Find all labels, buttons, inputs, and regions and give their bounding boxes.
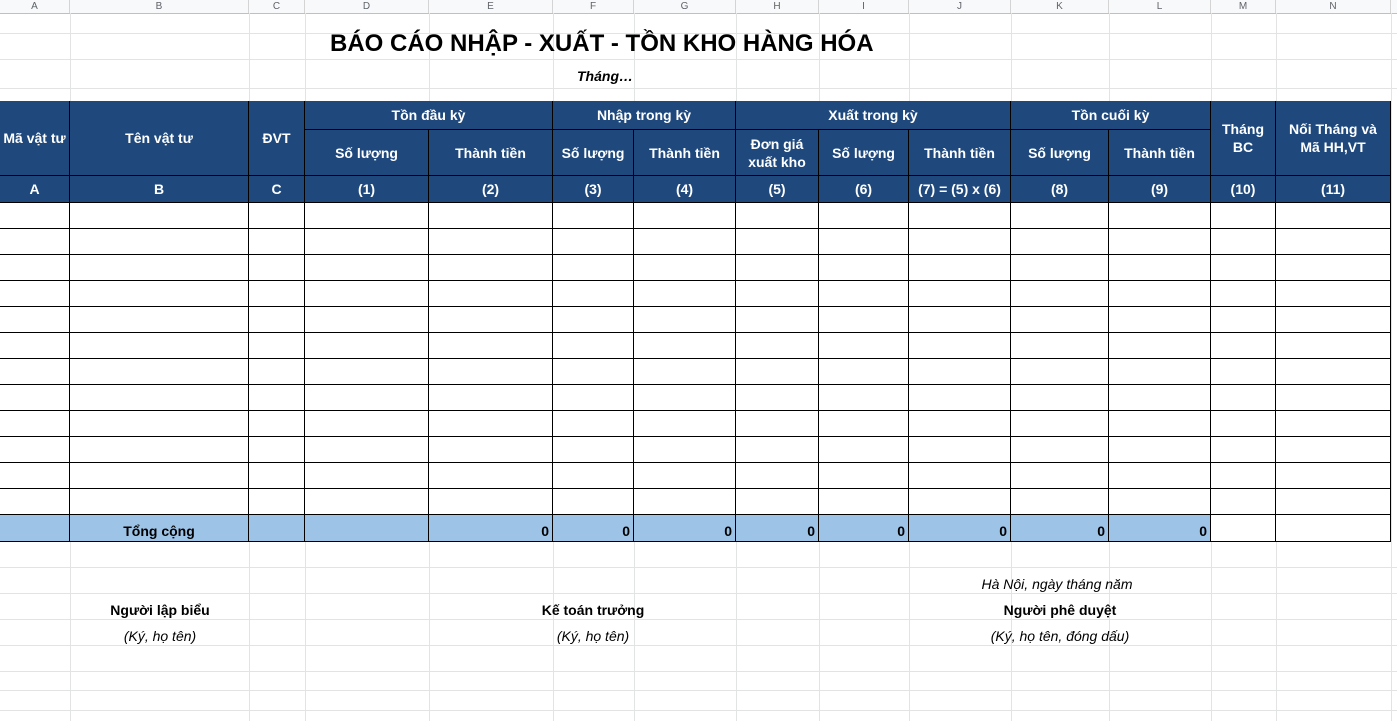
data-cell[interactable]	[0, 255, 70, 281]
data-cell[interactable]	[249, 333, 305, 359]
column-header-c[interactable]: C	[249, 0, 305, 13]
grid-vline	[1391, 13, 1392, 721]
header-so-luong-3[interactable]: Số lượng	[553, 130, 634, 176]
data-cell[interactable]	[1011, 463, 1109, 489]
approver-note: (Ký, họ tên, đóng dấu)	[990, 628, 1130, 644]
data-cell[interactable]	[909, 333, 1011, 359]
column-header-bar	[0, 0, 1397, 14]
total-cell-m[interactable]	[1211, 515, 1276, 542]
data-cell[interactable]	[819, 359, 909, 385]
data-cell[interactable]	[1276, 333, 1391, 359]
data-cell[interactable]	[553, 229, 634, 255]
data-cell[interactable]	[553, 255, 634, 281]
data-cell[interactable]	[305, 411, 429, 437]
data-cell[interactable]	[909, 489, 1011, 515]
data-cell[interactable]	[553, 489, 634, 515]
column-header-n[interactable]: N	[1276, 0, 1391, 13]
column-header-b[interactable]: B	[70, 0, 249, 13]
data-cell[interactable]	[634, 203, 736, 229]
index-cell-n[interactable]: (11)	[1276, 176, 1391, 203]
data-cell[interactable]	[0, 411, 70, 437]
data-cell[interactable]	[819, 437, 909, 463]
total-cell-k[interactable]: 0	[1011, 515, 1109, 542]
data-cell[interactable]	[736, 333, 819, 359]
data-cell[interactable]	[736, 281, 819, 307]
total-cell-g[interactable]: 0	[634, 515, 736, 542]
data-cell[interactable]	[1276, 307, 1391, 333]
data-cell[interactable]	[70, 307, 249, 333]
data-cell[interactable]	[819, 411, 909, 437]
data-cell[interactable]	[909, 411, 1011, 437]
data-cell[interactable]	[0, 385, 70, 411]
data-cell[interactable]	[1276, 255, 1391, 281]
data-cell[interactable]	[1109, 281, 1211, 307]
data-cell[interactable]	[634, 489, 736, 515]
data-cell[interactable]	[305, 489, 429, 515]
data-cell[interactable]	[0, 281, 70, 307]
index-cell-c[interactable]: C	[249, 176, 305, 203]
grid-hline	[0, 593, 1397, 594]
header-thang-bc[interactable]: Tháng BC	[1211, 101, 1276, 176]
data-cell[interactable]	[429, 281, 553, 307]
total-cell-d[interactable]	[305, 515, 429, 542]
data-cell[interactable]	[429, 203, 553, 229]
data-cell[interactable]	[70, 229, 249, 255]
column-header-a[interactable]: A	[0, 0, 70, 13]
data-cell[interactable]	[1011, 333, 1109, 359]
data-cell[interactable]	[1211, 411, 1276, 437]
grid-hline	[0, 619, 1397, 620]
data-cell[interactable]	[909, 385, 1011, 411]
column-header-g[interactable]: G	[634, 0, 736, 13]
index-cell-l[interactable]: (9)	[1109, 176, 1211, 203]
data-cell[interactable]	[736, 307, 819, 333]
data-cell[interactable]	[553, 411, 634, 437]
index-cell-e[interactable]: (2)	[429, 176, 553, 203]
data-cell[interactable]	[553, 203, 634, 229]
data-cell[interactable]	[819, 385, 909, 411]
data-cell[interactable]	[634, 437, 736, 463]
data-cell[interactable]	[909, 307, 1011, 333]
total-cell-h[interactable]: 0	[736, 515, 819, 542]
data-cell[interactable]	[249, 255, 305, 281]
data-cell[interactable]	[909, 359, 1011, 385]
data-cell[interactable]	[819, 463, 909, 489]
data-cell[interactable]	[429, 333, 553, 359]
data-cell[interactable]	[1109, 203, 1211, 229]
data-cell[interactable]	[1276, 463, 1391, 489]
column-header-e[interactable]: E	[429, 0, 553, 13]
data-cell[interactable]	[0, 437, 70, 463]
total-cell-j[interactable]: 0	[909, 515, 1011, 542]
data-cell[interactable]	[634, 281, 736, 307]
header-thanh-tien-4[interactable]: Thành tiền	[634, 130, 736, 176]
report-title: BÁO CÁO NHẬP - XUẤT - TỒN KHO HÀNG HÓA	[330, 30, 874, 57]
data-cell[interactable]	[1109, 255, 1211, 281]
data-cell[interactable]	[305, 359, 429, 385]
header-so-luong-6[interactable]: Số lượng	[819, 130, 909, 176]
data-cell[interactable]	[1211, 281, 1276, 307]
header-so-luong-1[interactable]: Số lượng	[305, 130, 429, 176]
data-cell[interactable]	[0, 359, 70, 385]
header-don-gia-xuat-kho[interactable]: Đơn giá xuất kho	[736, 130, 819, 176]
grid-hline	[0, 88, 1397, 89]
data-cell[interactable]	[1109, 307, 1211, 333]
data-cell[interactable]	[1011, 281, 1109, 307]
index-cell-a[interactable]: A	[0, 176, 70, 203]
data-cell[interactable]	[0, 229, 70, 255]
data-cell[interactable]	[736, 229, 819, 255]
header-noi-thang[interactable]: Nối Tháng và Mã HH,VT	[1276, 101, 1391, 176]
data-cell[interactable]	[819, 489, 909, 515]
total-cell-c[interactable]	[249, 515, 305, 542]
data-cell[interactable]	[909, 437, 1011, 463]
data-cell[interactable]	[909, 229, 1011, 255]
column-header-f[interactable]: F	[553, 0, 634, 13]
data-cell[interactable]	[1109, 411, 1211, 437]
data-cell[interactable]	[553, 463, 634, 489]
approver-label: Người phê duyệt	[1003, 602, 1117, 618]
data-cell[interactable]	[249, 203, 305, 229]
data-cell[interactable]	[1211, 307, 1276, 333]
accountant-label: Kế toán trưởng	[541, 602, 645, 618]
data-cell[interactable]	[819, 333, 909, 359]
data-cell[interactable]	[1011, 229, 1109, 255]
column-header-m[interactable]: M	[1211, 0, 1276, 13]
data-cell[interactable]	[305, 229, 429, 255]
total-cell-f[interactable]: 0	[553, 515, 634, 542]
column-header-l[interactable]: L	[1109, 0, 1211, 13]
grid-hline	[0, 690, 1397, 691]
data-cell[interactable]	[249, 229, 305, 255]
data-cell[interactable]	[305, 307, 429, 333]
accountant-note: (Ký, họ tên)	[556, 628, 630, 644]
data-cell[interactable]	[305, 255, 429, 281]
index-cell-f[interactable]: (3)	[553, 176, 634, 203]
data-cell[interactable]	[1276, 411, 1391, 437]
grid-hline	[0, 59, 1397, 60]
data-cell[interactable]	[429, 411, 553, 437]
data-cell[interactable]	[634, 255, 736, 281]
index-cell-k[interactable]: (8)	[1011, 176, 1109, 203]
data-cell[interactable]	[736, 385, 819, 411]
preparer-label: Người lập biểu	[110, 602, 210, 618]
data-cell[interactable]	[70, 463, 249, 489]
data-cell[interactable]	[819, 229, 909, 255]
data-cell[interactable]	[70, 281, 249, 307]
data-cell[interactable]	[1011, 255, 1109, 281]
data-cell[interactable]	[819, 281, 909, 307]
data-cell[interactable]	[0, 333, 70, 359]
data-cell[interactable]	[1109, 463, 1211, 489]
data-cell[interactable]	[736, 411, 819, 437]
data-cell[interactable]	[1276, 489, 1391, 515]
data-cell[interactable]	[909, 281, 1011, 307]
data-cell[interactable]	[553, 333, 634, 359]
header-ten-vat-tu[interactable]: Tên vật tư	[70, 101, 249, 176]
data-cell[interactable]	[70, 203, 249, 229]
data-cell[interactable]	[909, 203, 1011, 229]
index-cell-m[interactable]: (10)	[1211, 176, 1276, 203]
data-cell[interactable]	[305, 385, 429, 411]
data-cell[interactable]	[305, 333, 429, 359]
data-cell[interactable]	[819, 203, 909, 229]
data-cell[interactable]	[736, 463, 819, 489]
data-cell[interactable]	[249, 281, 305, 307]
column-header-h[interactable]: H	[736, 0, 819, 13]
total-cell-n[interactable]	[1276, 515, 1391, 542]
data-cell[interactable]	[70, 411, 249, 437]
data-cell[interactable]	[1211, 463, 1276, 489]
data-cell[interactable]	[634, 229, 736, 255]
data-cell[interactable]	[634, 359, 736, 385]
data-cell[interactable]	[249, 385, 305, 411]
data-cell[interactable]	[1276, 359, 1391, 385]
data-cell[interactable]	[1276, 385, 1391, 411]
data-cell[interactable]	[1109, 359, 1211, 385]
data-cell[interactable]	[1211, 333, 1276, 359]
data-cell[interactable]	[70, 255, 249, 281]
header-thanh-tien-9[interactable]: Thành tiền	[1109, 130, 1211, 176]
data-cell[interactable]	[736, 437, 819, 463]
data-cell[interactable]	[1109, 229, 1211, 255]
total-cell-i[interactable]: 0	[819, 515, 909, 542]
data-cell[interactable]	[1109, 385, 1211, 411]
data-cell[interactable]	[553, 281, 634, 307]
index-cell-b[interactable]: B	[70, 176, 249, 203]
data-cell[interactable]	[70, 333, 249, 359]
data-cell[interactable]	[736, 255, 819, 281]
data-cell[interactable]	[553, 307, 634, 333]
header-thanh-tien-2[interactable]: Thành tiền	[429, 130, 553, 176]
data-cell[interactable]	[1011, 411, 1109, 437]
data-cell[interactable]	[0, 489, 70, 515]
data-cell[interactable]	[305, 463, 429, 489]
header-ton-dau-ky[interactable]: Tồn đầu kỳ	[305, 101, 553, 130]
index-cell-d[interactable]: (1)	[305, 176, 429, 203]
data-cell[interactable]	[249, 489, 305, 515]
data-cell[interactable]	[429, 385, 553, 411]
header-ton-cuoi-ky[interactable]: Tồn cuối kỳ	[1011, 101, 1211, 130]
data-cell[interactable]	[1211, 489, 1276, 515]
index-cell-h[interactable]: (5)	[736, 176, 819, 203]
data-cell[interactable]	[819, 255, 909, 281]
data-cell[interactable]	[429, 489, 553, 515]
data-cell[interactable]	[429, 255, 553, 281]
data-cell[interactable]	[1211, 359, 1276, 385]
data-cell[interactable]	[429, 437, 553, 463]
column-header-i[interactable]: I	[819, 0, 909, 13]
data-cell[interactable]	[553, 385, 634, 411]
data-cell[interactable]	[70, 489, 249, 515]
data-cell[interactable]	[0, 307, 70, 333]
data-cell[interactable]	[736, 203, 819, 229]
total-cell-a[interactable]	[0, 515, 70, 542]
data-cell[interactable]	[1109, 489, 1211, 515]
data-cell[interactable]	[70, 437, 249, 463]
data-cell[interactable]	[249, 411, 305, 437]
data-cell[interactable]	[736, 489, 819, 515]
data-cell[interactable]	[249, 359, 305, 385]
total-cell-l[interactable]: 0	[1109, 515, 1211, 542]
header-ma-vat-tu[interactable]: Mã vật tư	[0, 101, 70, 176]
data-cell[interactable]	[429, 229, 553, 255]
data-cell[interactable]	[1211, 385, 1276, 411]
data-cell[interactable]	[1011, 489, 1109, 515]
index-cell-i[interactable]: (6)	[819, 176, 909, 203]
data-cell[interactable]	[429, 359, 553, 385]
data-cell[interactable]	[1211, 229, 1276, 255]
data-cell[interactable]	[1011, 307, 1109, 333]
data-cell[interactable]	[1276, 281, 1391, 307]
header-dvt[interactable]: ĐVT	[249, 101, 305, 176]
data-cell[interactable]	[1011, 385, 1109, 411]
total-cell-e[interactable]: 0	[429, 515, 553, 542]
data-cell[interactable]	[634, 411, 736, 437]
grid-hline	[0, 710, 1397, 711]
data-cell[interactable]	[1276, 437, 1391, 463]
header-so-luong-8[interactable]: Số lượng	[1011, 130, 1109, 176]
grid-hline	[0, 567, 1397, 568]
date-line: Hà Nội, ngày tháng năm	[981, 576, 1133, 592]
data-cell[interactable]	[1011, 359, 1109, 385]
preparer-note: (Ký, họ tên)	[123, 628, 197, 644]
data-cell[interactable]	[736, 359, 819, 385]
data-cell[interactable]	[305, 437, 429, 463]
data-cell[interactable]	[249, 437, 305, 463]
data-cell[interactable]	[909, 463, 1011, 489]
data-cell[interactable]	[70, 385, 249, 411]
header-thanh-tien-7[interactable]: Thành tiền	[909, 130, 1011, 176]
data-cell[interactable]	[249, 463, 305, 489]
data-cell[interactable]	[429, 307, 553, 333]
data-cell[interactable]	[1011, 203, 1109, 229]
data-cell[interactable]	[305, 281, 429, 307]
grid-hline	[0, 645, 1397, 646]
data-cell[interactable]	[1276, 203, 1391, 229]
header-nhap-trong-ky[interactable]: Nhập trong kỳ	[553, 101, 736, 130]
data-cell[interactable]	[249, 307, 305, 333]
data-cell[interactable]	[634, 307, 736, 333]
column-header-k[interactable]: K	[1011, 0, 1109, 13]
data-cell[interactable]	[1109, 333, 1211, 359]
total-label[interactable]: Tổng cộng	[70, 515, 249, 542]
data-cell[interactable]	[305, 203, 429, 229]
column-header-j[interactable]: J	[909, 0, 1011, 13]
report-month: Tháng…	[577, 68, 633, 84]
data-cell[interactable]	[1109, 437, 1211, 463]
header-xuat-trong-ky[interactable]: Xuất trong kỳ	[736, 101, 1011, 130]
data-cell[interactable]	[909, 255, 1011, 281]
data-cell[interactable]	[1011, 437, 1109, 463]
index-cell-j[interactable]: (7) = (5) x (6)	[909, 176, 1011, 203]
data-cell[interactable]	[634, 333, 736, 359]
data-cell[interactable]	[1211, 203, 1276, 229]
data-cell[interactable]	[70, 359, 249, 385]
data-cell[interactable]	[819, 307, 909, 333]
data-cell[interactable]	[0, 203, 70, 229]
column-header-d[interactable]: D	[305, 0, 429, 13]
data-cell[interactable]	[634, 463, 736, 489]
grid-hline	[0, 671, 1397, 672]
data-cell[interactable]	[634, 385, 736, 411]
data-cell[interactable]	[1211, 255, 1276, 281]
data-cell[interactable]	[553, 359, 634, 385]
data-cell[interactable]	[553, 437, 634, 463]
data-cell[interactable]	[1276, 229, 1391, 255]
data-cell[interactable]	[429, 463, 553, 489]
data-cell[interactable]	[0, 463, 70, 489]
index-cell-g[interactable]: (4)	[634, 176, 736, 203]
data-cell[interactable]	[1211, 437, 1276, 463]
